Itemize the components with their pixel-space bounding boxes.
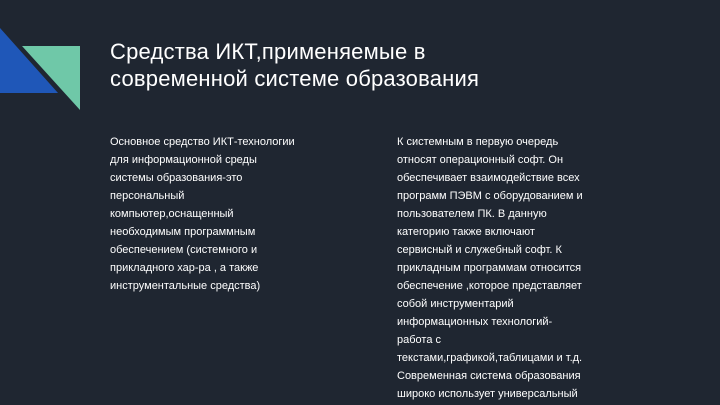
corner-accent-decoration (0, 0, 90, 120)
right-column-text: К системным в первую очередь относят операционный софт. Он обеспечивает взаимодействие всех программ ПЭВМ с оборудованием и пользователем ПК. В данную категорию также включают сервисный и служебный софт. К прикладным программам относится обеспечение ,которое представляет собой инструментарий информационных технологий- работа с текстами,графикой,таблицами и т.д. Современная система образования широко использует универсальный (397, 136, 583, 400)
slide-title: Средства ИКТ,применяемые в современной системе образования (110, 39, 480, 91)
left-column-text: Основное средство ИКТ-технологии для информационной среды системы образования-это персональный компьютер,оснащенный необходимым программным обеспечением (системного и прикладного хар-ра , а также инструментальные средства) (110, 136, 295, 292)
